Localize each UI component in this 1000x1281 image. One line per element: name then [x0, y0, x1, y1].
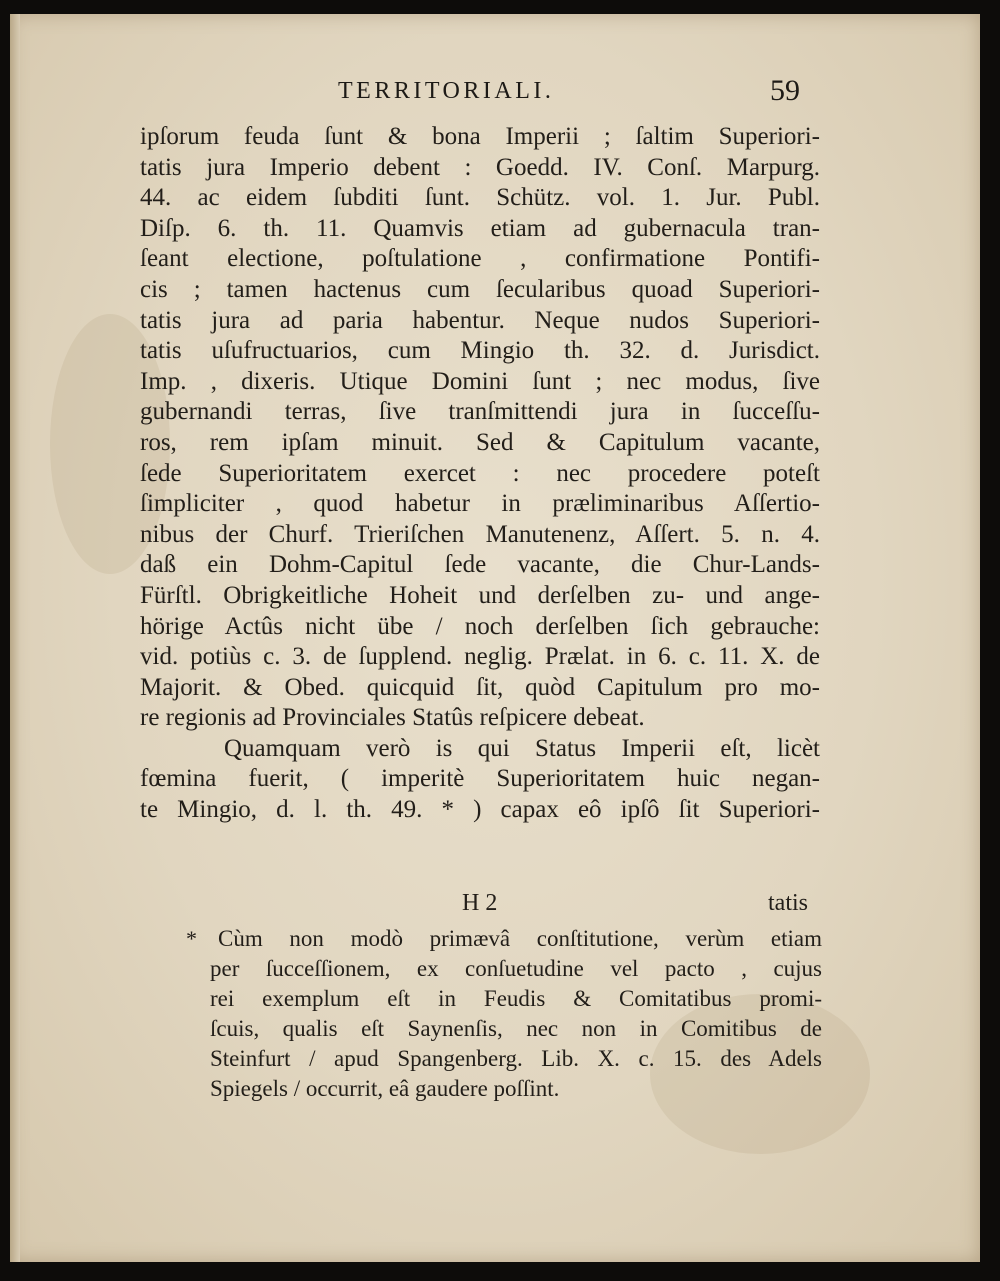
text-line: tatis jura ad paria habentur. Neque nudos Superiori-: [140, 306, 820, 334]
footnote-line: Steinfurt / apud Spangenberg. Lib. X. c. 15. des Adels: [210, 1046, 822, 1071]
text-line: ros, rem ipſam minuit. Sed & Capitulum vacante,: [140, 428, 820, 456]
text-line: fœmina fuerit, ( imperitè Superioritatem huic negan-: [140, 765, 820, 793]
page-gutter-edge: [10, 14, 20, 1262]
text-line: tatis jura Imperio debent : Goedd. IV. Conſ. Marpurg.: [140, 153, 820, 181]
text-line: ſeant electione, poſtulatione , confirmatione Pontifi-: [140, 245, 820, 273]
text-line: nibus der Churf. Trieriſchen Manutenenz, Aſſert. 5. n. 4.: [140, 520, 820, 548]
text-line: vid. potiùs c. 3. de ſupplend. neglig. Prælat. in 6. c. 11. X. de: [140, 643, 820, 671]
footnote-line: Spiegels / occurrit, eâ gaudere poſſint.: [210, 1076, 560, 1101]
catchword: tatis: [768, 890, 808, 916]
text-line: te Mingio, d. l. th. 49. * ) capax eô ipſô ſit Superiori-: [140, 796, 820, 824]
running-head: TERRITORIALI.: [338, 78, 555, 104]
footnote-line: Cùm non modò primævâ conſtitutione, verùm etiam: [218, 926, 822, 951]
text-line: 44. ac eidem ſubditi ſunt. Schütz. vol. 1. Jur. Publ.: [140, 184, 820, 212]
text-line: Quamquam verò is qui Status Imperii eſt, licèt: [224, 734, 820, 762]
text-line: hörige Actûs nicht übe / noch derſelben ſich gebrauche:: [140, 612, 820, 640]
footnote-asterisk: *: [186, 926, 197, 951]
book-page: [10, 14, 980, 1262]
text-line: Imp. , dixeris. Utique Domini ſunt ; nec modus, ſive: [140, 367, 820, 395]
text-line: Fürſtl. Obrigkeitliche Hoheit und derſelben zu- und ange-: [140, 581, 820, 609]
text-line: re regionis ad Provinciales Statûs reſpicere debeat.: [140, 704, 645, 732]
text-line: gubernandi terras, ſive tranſmittendi jura in ſucceſſu-: [140, 398, 820, 426]
text-line: ſimpliciter , quod habetur in præliminaribus Aſſertio-: [140, 490, 820, 518]
text-line: cis ; tamen hactenus cum ſecularibus quoad Superiori-: [140, 275, 820, 303]
text-line: Majorit. & Obed. quicquid ſit, quòd Capitulum pro mo-: [140, 673, 820, 701]
text-line: daß ein Dohm-Capitul ſede vacante, die Chur-Lands-: [140, 551, 820, 579]
text-line: ſede Superioritatem exercet : nec procedere poteſt: [140, 459, 820, 487]
footnote-line: rei exemplum eſt in Feudis & Comitatibus promi-: [210, 986, 822, 1011]
text-line: ipſorum feuda ſunt & bona Imperii ; ſaltim Superiori-: [140, 123, 820, 150]
footnote-line: per ſucceſſionem, ex conſuetudine vel pacto , cujus: [210, 956, 822, 981]
signature-row: [140, 890, 820, 920]
text-line: tatis uſufructuarios, cum Mingio th. 32. d. Jurisdict.: [140, 337, 820, 365]
footnote-line: ſcuis, qualis eſt Saynenſis, nec non in Comitibus de: [210, 1016, 822, 1041]
footnote-block: [210, 924, 822, 1104]
main-text-block: [140, 122, 820, 826]
text-line: Diſp. 6. th. 11. Quamvis etiam ad gubernacula tran-: [140, 214, 820, 242]
page-number: 59: [770, 74, 800, 107]
signature-mark: H 2: [462, 890, 498, 916]
